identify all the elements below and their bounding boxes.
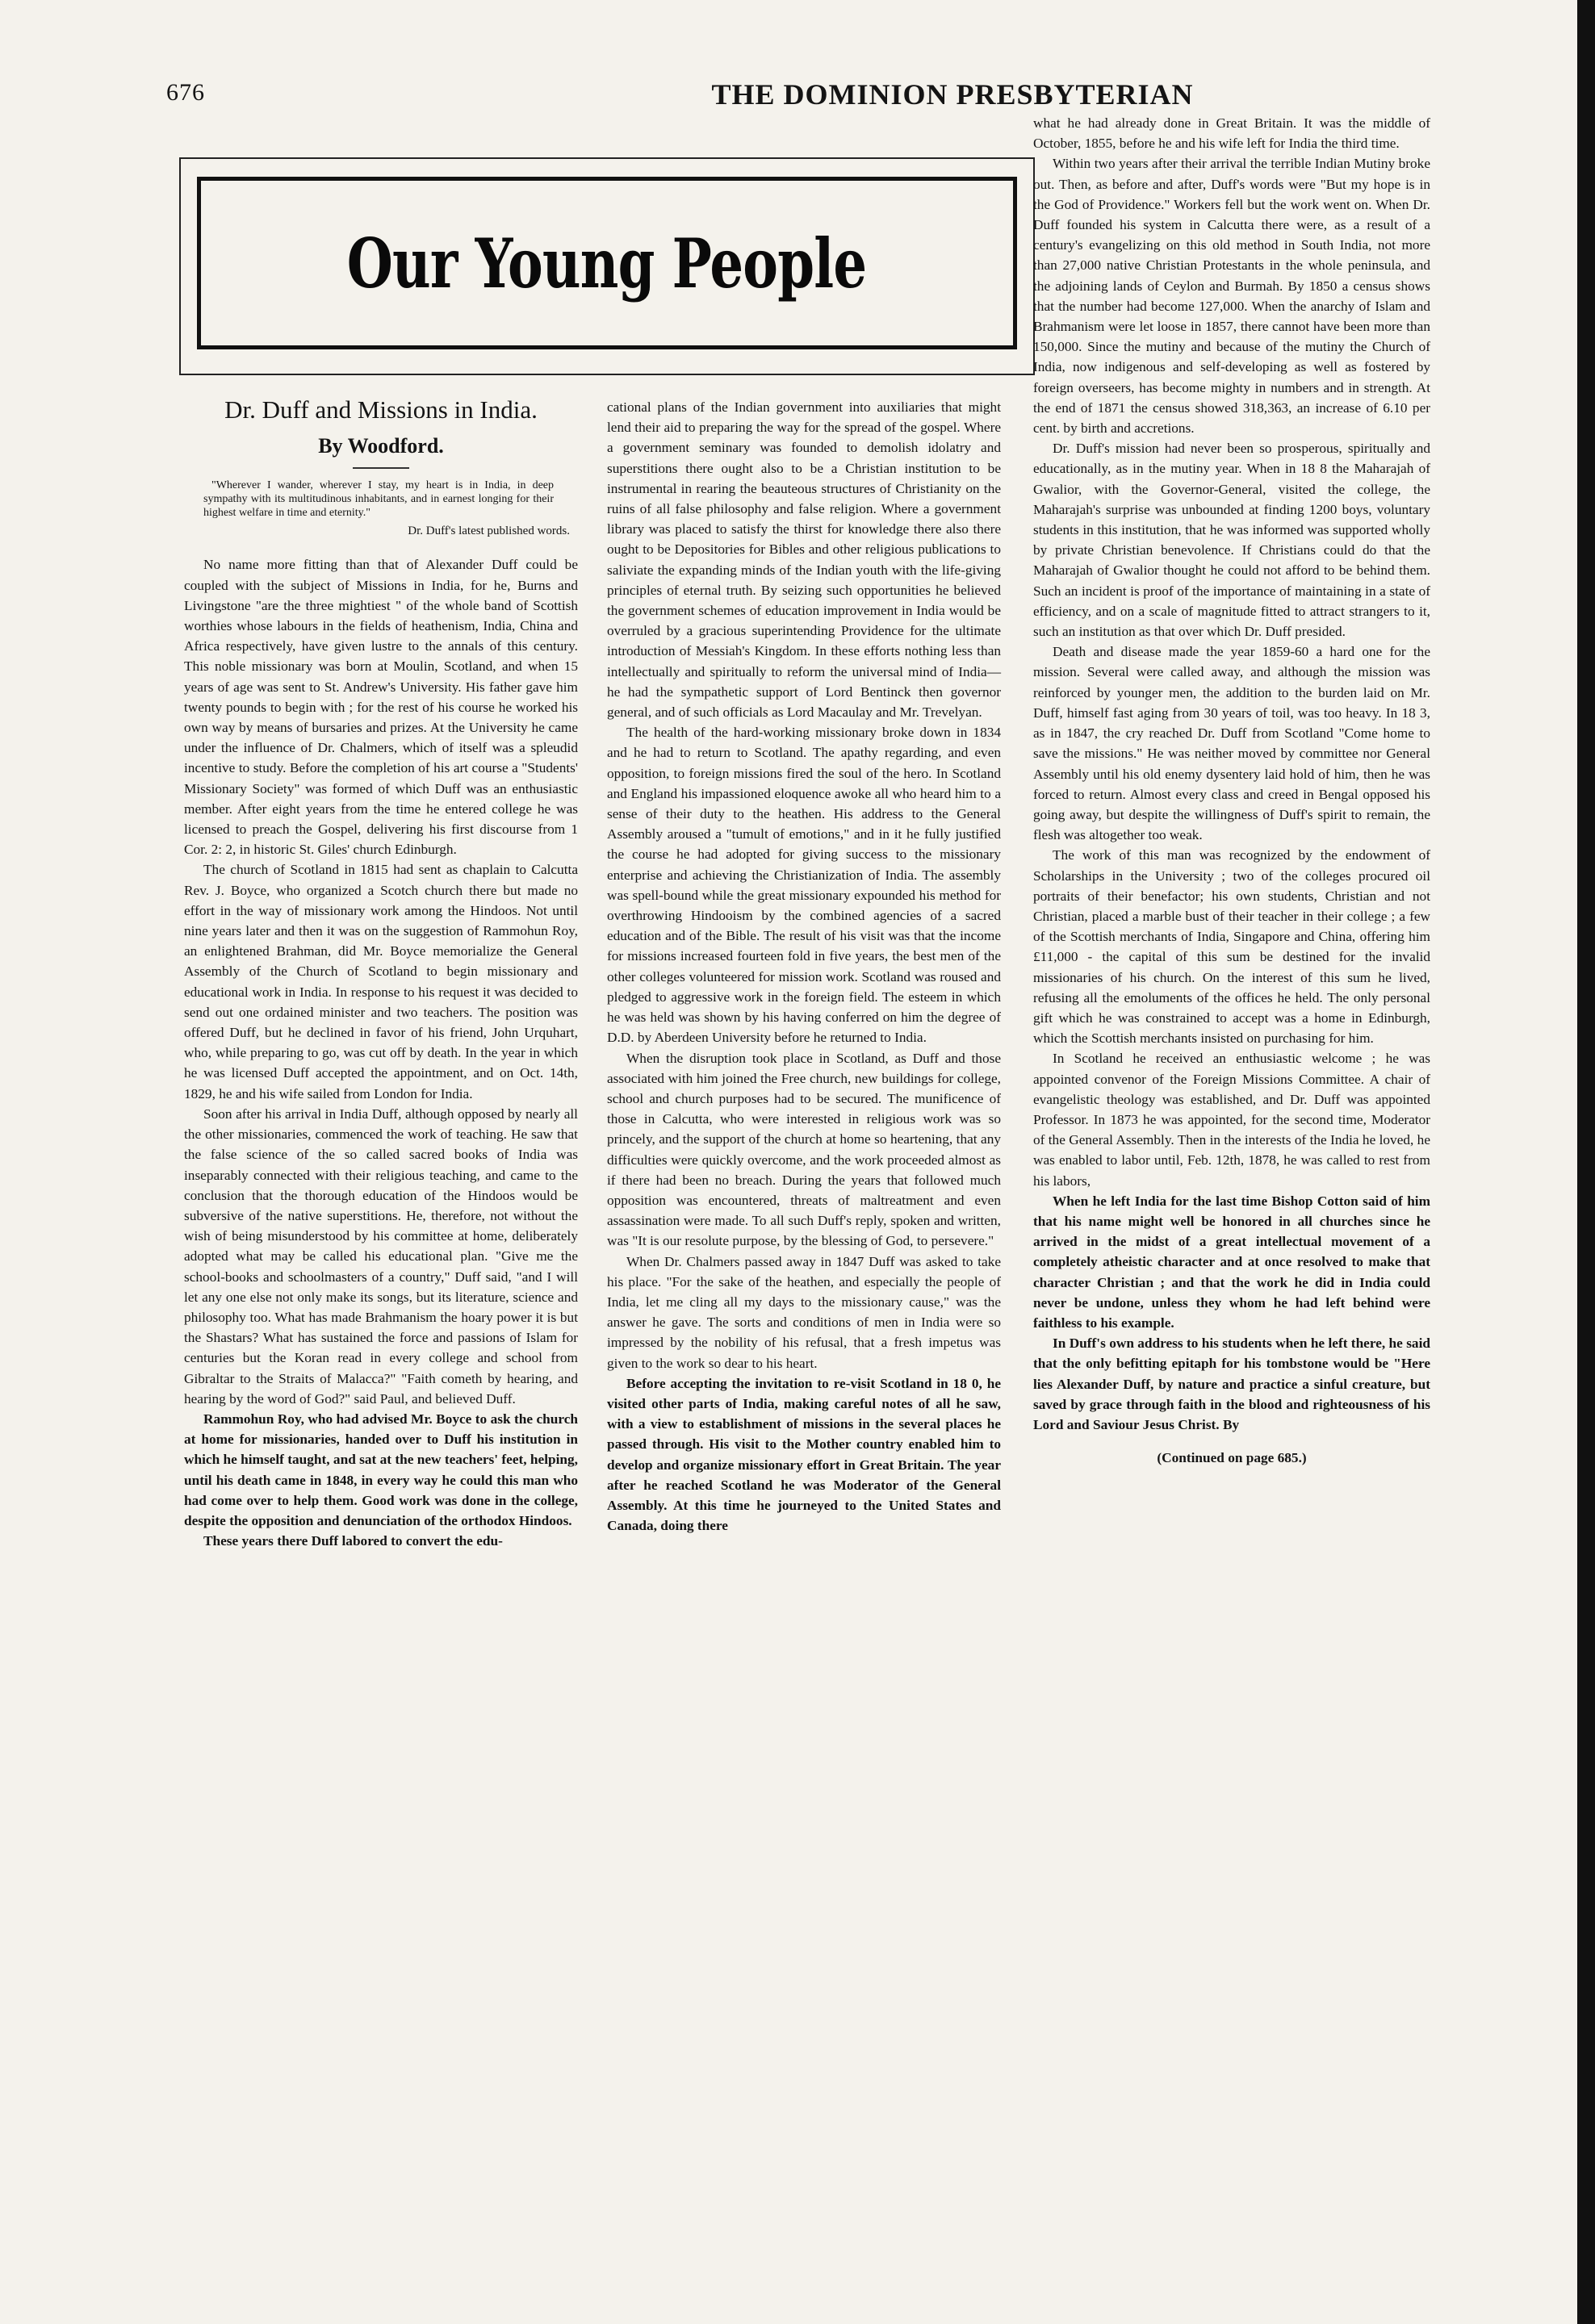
paragraph: Soon after his arrival in India Duff, although opposed by nearly all the other missionaries, commenced the work of teaching. He saw that the false science of the so called sacred books of India was inseparably connected with their religious teaching, and came to the conclusion that the thorough education of the Hindoos would be subversive of the native superstitions. He, therefore, not without the wish of being misunderstood by his committee at home, deliberately adopted what may be called his educational plan. "Give me the school-books and schoolmasters of a country," Duff said, "and I will let any one else not only make its songs, but its literature, science and philosophy too. What has made Brahmanism the hoary power it is but the Shastars? What has sustained the force and passions of Islam for centuries but the Koran read in every college and school from Gibraltar to the Straits of Malacca?" "Faith cometh by hearing, and hearing by the word of God?" said Paul, and believed Duff.: [184, 1106, 578, 1407]
paragraph: Within two years after their arrival the terrible Indian Mutiny broke out. Then, as before and after, Duff's words were "But my hope is in the God of Providence." Workers fell but the work went on. When Dr. Duff founded his system in Calcutta there were, as a result of a century's evangelizing on this old method in South India, not more than 27,000 native Christian Protestants in the whole peninsula, and the adjoining lands of Ceylon and Burmah. By 1850 a census shows that the number had become 127,000. When the anarchy of Islam and Brahmanism were let loose in 1857, there cannot have been more than 150,000. Since the mutiny and because of the mutiny the Church of India, now indigenous and self-developing as well as fostered by foreign overseers, has become mighty in numbers and in strength. At the end of 1871 the census showed 318,363, an increase of 6.10 per cent. by birth and accretions.: [1033, 156, 1430, 437]
paragraph: The church of Scotland in 1815 had sent as chaplain to Calcutta Rev. J. Boyce, who organized a Scotch church there but made no effort in the way of missionary work among the Hindoos. Not until nine years later and then it was on the suggestion of Rammohun Roy, an enlightened Brahman, did Mr. Boyce memorialize the General Assembly of the Church of Scotland to begin missionary and educational work in India. In response to his request it was decided to send out one ordained minister and two teachers. The position was offered Duff, but he declined in favor of his friend, John Urquhart, who, while preparing to go, was cut off by death. In the year in which he was licensed Duff accepted the appointment, and on Oct. 14th, 1829, he and his wife sailed from London for India.: [184, 862, 578, 1101]
paragraph: No name more fitting than that of Alexander Duff could be coupled with the subject of Missions in India, for he, Burns and Livingstone "are the three mightiest " of the whole band of Scottish worthies whose labours in the fields of heathenism, India, China and Africa respectively, have given lustre to the annals of this century. This noble missionary was born at Moulin, Scotland, and when 15 years of age was sent to St. Andrew's University. His father gave him twenty pounds to begin with ; for the rest of his course he worked his own way by means of bursaries and prizes. At the University he came under the influence of Dr. Chalmers, which of itself was a spleudid incentive to study. Before the completion of his art course a "Students' Missionary Society" was formed of which Duff was an enthusiastic member. After eight years from the time he entered college he was licensed to preach the Gospel, delivering his first discourse from 1 Cor. 2: 2, in historic St. Giles' church Edinburgh.: [184, 557, 578, 858]
paragraph: In Scotland he received an enthusiastic welcome ; he was appointed convenor of the Foreign Missions Committee. A chair of evangelistic theology was established, and Dr. Duff was appointed Professor. In 1873 he was appointed, for the second time, Moderator of the General Assembly. Then in the interests of the India he loved, he was enabled to labor until, Feb. 12th, 1878, he was called to rest from his labors,: [1033, 1051, 1430, 1189]
epigraph-source: Dr. Duff's latest published words.: [408, 525, 570, 538]
paragraph: When Dr. Chalmers passed away in 1847 Duff was asked to take his place. "For the sake of the heathen, and especially the people of India, let me cling all my days to the missionary cause," was the answer he gave. The sorts and conditions of men in India were so impressed by the nobility of his refusal, that a fresh impetus was given to the work so dear to his heart.: [607, 1253, 1001, 1371]
byline-rule: [353, 467, 409, 469]
column-3: [1033, 113, 1430, 1468]
column-1: [184, 387, 578, 1551]
paragraph: These years there Duff labored to convert the edu-: [203, 1533, 503, 1549]
paragraph: Death and disease made the year 1859-60 a hard one for the mission. Several were called away, and although the mission was reinforced by younger men, the addition to the burden laid on Mr. Duff, himself fast aging from 30 years of toil, was too heavy. In 18 3, as in 1847, the cry reached Dr. Duff from Scotland "Come home to save the missions." He was neither moved by committee nor General Assembly until his old enemy dysentery laid hold of him, then he was forced to return. Almost every class and creed in Bengal opposed his going away, but despite the willingness of Duff's spirit to remain, the flesh was altogether too weak.: [1033, 644, 1430, 843]
epigraph-text: "Wherever I wander, wherever I stay, my heart is in India, in deep sympathy with its multitudinous inhabitants, and in earnest longing for their highest welfare in time and eternity.": [203, 479, 554, 520]
section-banner-inner: [197, 177, 1017, 349]
paragraph: When he left India for the last time Bishop Cotton said of him that his name might well be honored in all churches since he arrived in the midst of a great intellectual movement of a completely atheistic character and at once resolved to make that character Christian ; and that the work he did in India could never be undone, unless they whom he had left behind were faithless to his example.: [1033, 1193, 1430, 1331]
page-number: 676: [166, 79, 205, 106]
paragraph: what he had already done in Great Britain. It was the middle of October, 1855, before he and his wife left for India the third time.: [1033, 115, 1430, 152]
section-title: Our Young People: [347, 223, 867, 303]
paragraph: cational plans of the Indian government into auxiliaries that might lend their aid to preparing the way for the spread of the gospel. Where a government seminary was founded to demolish idolatry and superstitions there ought also to be a Christian institution to be instrumental in rearing the beauteous structures of Christianity on the ruins of all false philosophy and false religion. Where a government library was placed to satisfy the thirst for knowledge there also there ought to be Depositories for Bibles and other religious publications to saliviate the expanding minds of the Indian youth with the life-giving principles of eternal truth. By seizing such opportunities he believed the government schemes of education improvement in India would be overruled by a gracious superintending Providence for the ultimate introduction of Messiah's Kingdom. In these efforts nothing less than intellectually and spiritually to reform the universal mind of India—he had the sympathetic support of Lord Bentinck then governor general, and of such officials as Lord Macaulay and Mr. Trevelyan.: [607, 399, 1001, 721]
article-title: Dr. Duff and Missions in India.: [224, 395, 538, 424]
continued-note: (Continued on page 685.): [1157, 1450, 1307, 1466]
epigraph: [184, 479, 578, 520]
paragraph: In Duff's own address to his students when he left there, he said that the only befitting epitaph for his tombstone would be "Here lies Alexander Duff, by nature and practice a sinful creature, but saved by grace through faith in the blood and righteousness of his Lord and Saviour Jesus Christ. By: [1033, 1335, 1430, 1432]
paragraph: When the disruption took place in Scotland, as Duff and those associated with him joined the Free church, new buildings for college, school and church purposes had to be secured. The munificence of those in Calcutta, who were interested in religious work was so princely, and the support of the church at home so heartening, that any difficulties were quickly overcome, and the work proceeded almost as if there had been no breach. During the years that followed much opposition was encountered, threats of maltreatment and even assassination were made. To all such Duff's reply, spoken and written, was "It is our resolute purpose, by the blessing of God, to persevere.": [607, 1050, 1001, 1249]
paragraph: The work of this man was recognized by the endowment of Scholarships in the University ; two of the colleges procured oil portraits of their benefactor; his own students, Christian and not Christian, placed a marble bust of their teacher in their college ; a few of the Scottish merchants of India, Singapore and China, offering him £11,000 - the capital of this sum be destined for the invalid missionaries of his church. On the interest of this sum he lived, refusing all the emoluments of the offices he held. The only personal gift which he was constrained to accept was a home in Edinburgh, which the Scottish merchants insisted on purchasing for him.: [1033, 847, 1430, 1047]
scan-edge: [1577, 0, 1595, 2324]
paragraph: The health of the hard-working missionary broke down in 1834 and he had to return to Scotland. The apathy regarding, and even opposition, to foreign missions fired the soul of the hero. In Scotland and England his impassioned eloquence awoke all who heard him to a sense of their duty to the heathen. His address to the General Assembly aroused a "tumult of emotions," and in it he fully justified the course he had adopted for giving success to the missionary enterprise and achieving the Christianization of India. The assembly was spell-bound while the great missionary expounded his method for overthrowing Hindooism by the combined agencies of a sacred education and of the Bible. The result of his visit was that the income for missions increased fourteen fold in five years, the best men of the other colleges volunteered for mission work. Scotland was roused and pledged to aggressive work in the foreign field. The esteem in which he was held was shown by his having conferred on him the degree of D.D. by Aberdeen University before he returned to India.: [607, 725, 1001, 1046]
paragraph: Before accepting the invitation to re-visit Scotland in 18 0, he visited other parts of India, making careful notes of all he saw, with a view to establishment of missions in the several places he passed through. His visit to the Mother country enabled him to develop and organize missionary effort in Great Britain. The year after he reached Scotland he was Moderator of the General Assembly. At this time he journeyed to the United States and Canada, doing there: [607, 1375, 1001, 1534]
column-2: [607, 397, 1001, 1536]
paragraph: Dr. Duff's mission had never been so prosperous, spiritually and educationally, as in the mutiny year. When in 18 8 the Maharajah of Gwalior, with the Governor-General, visited the college, the Maharajah's surprise was unbounded at finding 1200 boys, voluntary students in this institution, that he was informed was supported wholly by private Christian benevolence. If Christians could do that the Maharajah of Gwalior thought he could not afford to be behind them. Such an incident is proof of the importance of maintaining in a state of efficiency, and on a scale of magnitude fitted to attract strangers to it, such an institution as that over which Dr. Duff presided.: [1033, 441, 1430, 640]
paragraph: Rammohun Roy, who had advised Mr. Boyce to ask the church at home for missionaries, handed over to Duff his institution in which he himself taught, and sat at the new teachers' feet, helping, until his death came in 1848, in every way he could this man who had come over to help them. Good work was done in the college, despite the opposition and denunciation of the orthodox Hindoos.: [184, 1411, 578, 1528]
section-banner: [179, 157, 1035, 375]
article-byline: By Woodford.: [318, 434, 444, 458]
running-head: THE DOMINION PRESBYTERIAN: [711, 78, 1194, 111]
